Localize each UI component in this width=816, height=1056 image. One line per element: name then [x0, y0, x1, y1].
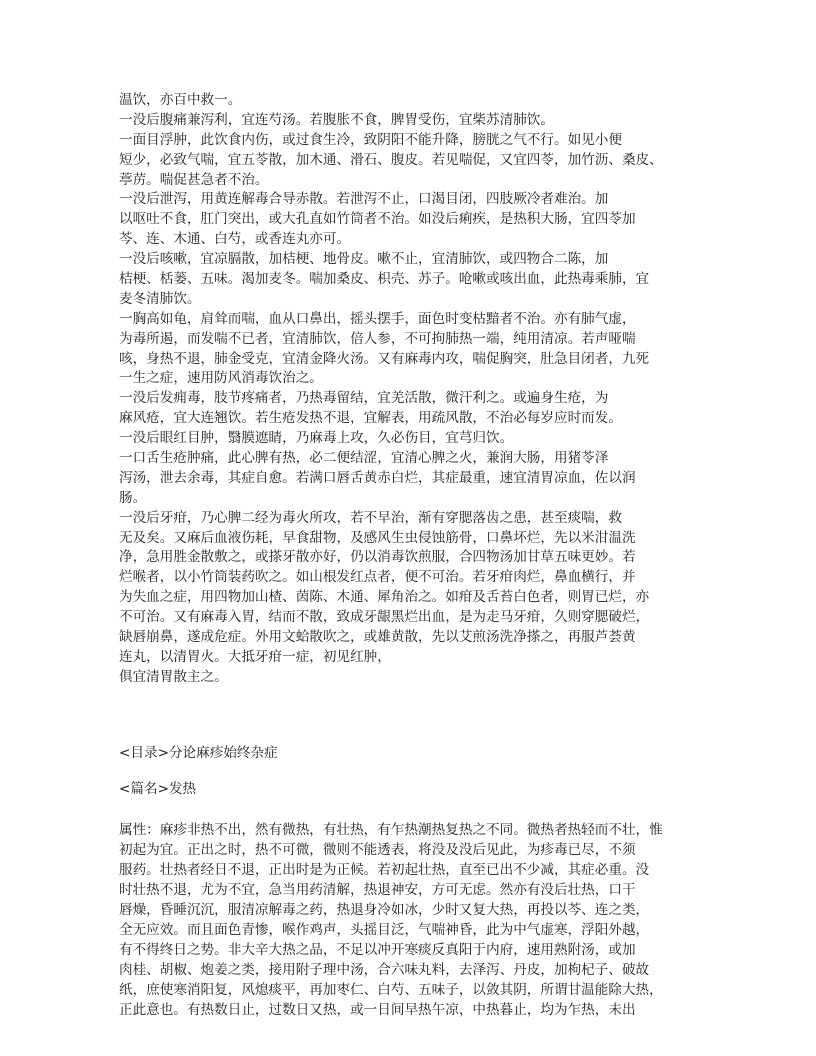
text-line: 一没后泄泻，用黄连解毒合导赤散。若泄泻不止，口渴目闭，四肢厥冷者难治。加 [119, 191, 609, 208]
text-line: 麦冬清肺饮。 [119, 290, 201, 307]
text-line: 初起为宜。正出之时，热不可微，微则不能透表，将没及没后见此，为疹毒已尽，不须 [119, 841, 636, 858]
catalog-heading: <目录>分论麻疹始终杂症 [119, 744, 278, 761]
text-line: 全无应效。而且面色青惨，喉作鸡声，头摇目泛，气喘神昏，此为中气虚寒，浮阳外越， [119, 921, 650, 938]
text-line: 纸，庶使寒消阳复，风熄痰平，再加枣仁、白芍、五味子，以敛其阴，所谓甘温能除大热， [119, 981, 663, 998]
text-line: 一没后眼红目肿，翳膜遮睛，乃麻毒上攻，久必伤目，宜芎归饮。 [119, 430, 514, 447]
text-line: 净，急用胜金散敷之，或搽牙散亦好，仍以消毒饮煎服，合四物汤加甘草五味更妙。若 [119, 549, 636, 566]
text-line: 正此意也。有热数日止，过数日又热，或一日间早热午凉，中热暮止，均为乍热，未出 [119, 1001, 636, 1018]
text-line: 温饮，亦百中救一。 [119, 92, 242, 108]
text-line: 葶苈。喘促甚急者不治。 [119, 171, 269, 188]
text-line: 桔梗、栝蒌、五味。渴加麦冬。喘加桑皮、枳壳、苏子。呛嗽或咳出血，此热毒乘肺，宜 [119, 271, 650, 288]
text-line: 无及矣。又麻后血液伤耗，早食甜物，及感风生虫侵蚀筋骨，口鼻坏烂，先以米泔温洗 [119, 529, 636, 546]
text-line: 芩、连、木通、白芍，或香连丸亦可。 [119, 231, 351, 248]
text-line: 为毒所遏，而发喘不已者，宜清肺饮，倍人参，不可拘肺热一端，纯用清凉。若声哑喘 [119, 330, 636, 347]
text-line: 时壮热不退，尤为不宜，急当用药清解，热退神安，方可无虑。然亦有没后壮热，口干 [119, 881, 636, 898]
text-line: 有不得终日之势。非大辛大热之品，不足以冲开寒痰反真阳于内府，速用熟附汤，或加 [119, 941, 636, 958]
text-line: 短少，必致气喘，宜五苓散，加木通、滑石、腹皮。若见喘促，又宜四苓，加竹沥、桑皮、 [119, 151, 663, 168]
section-fever-text [119, 820, 687, 1020]
text-line: 缺唇崩鼻，遂成危症。外用文蛤散吹之，或雄黄散，先以艾煎汤洗净搽之，再服芦荟黄 [119, 629, 636, 646]
text-line: 一胸高如龟，肩耸而喘，血从口鼻出，摇头摆手，面色时变枯黯者不治。亦有肺气虚， [119, 310, 636, 327]
text-line: 一生之症，速用防风消毒饮治之。 [119, 370, 323, 387]
text-line: 麻风疮，宜大连翘饮。若生疮发热不退，宜解表，用疏风散，不治必每岁应时而发。 [119, 410, 622, 427]
text-line: 一没后腹痛兼泻利，宜连芍汤。若腹胀不食，脾胃受伤，宜柴苏清肺饮。 [119, 111, 554, 128]
text-line: 肠。 [119, 489, 147, 506]
text-line: 泻汤，泄去余毒，其症自愈。若满口唇舌黄赤白烂，其症最重，速宜清胃凉血，佐以润 [119, 469, 636, 486]
text-line: 一没后发痈毒，肢节疼痛者，乃热毒留结，宜羌活散，微汗利之。或遍身生疮，为 [119, 390, 609, 407]
text-line: 以呕吐不食，肛门突出，或大孔直如竹筒者不治。如没后痢疾，是热积大肠，宜四苓加 [119, 211, 636, 228]
text-line: 俱宜清胃散主之。 [119, 668, 228, 685]
text-line: 为失血之症，用四物加山楂、茵陈、木通、犀角治之。如疳及舌苔白色者，则胃已烂，亦 [119, 589, 650, 606]
text-line: 肉桂、胡椒、炮姜之类，接用附子理中汤，合六味丸料，去泽泻、丹皮，加枸杞子、破故 [119, 961, 650, 978]
text-line: 咳，身热不退，肺金受克，宜清金降火汤。又有麻毒内攻，喘促胸突，肚急目闭者，九死 [119, 350, 650, 367]
text-line: 一没后牙疳，乃心脾二经为毒火所攻，若不早治，渐有穿腮落齿之患，甚至痰喘，救 [119, 509, 622, 526]
text-line: 属性：麻疹非热不出，然有微热，有壮热，有乍热潮热复热之不同。微热者热轻而不壮，惟 [119, 821, 663, 838]
chapter-title: <篇名>发热 [119, 780, 197, 797]
text-line: 烂喉者，以小竹筒装药吹之。如山根发红点者，便不可治。若牙疳肉烂，鼻血横行，并 [119, 569, 636, 586]
text-line: 唇燥，昏睡沉沉，服清凉解毒之药，热退身冷如冰，少时又复大热，再投以芩、连之类， [119, 901, 650, 918]
section-complications-text [119, 91, 687, 688]
text-line: 一面目浮肿，此饮食内伤，或过食生冷，致阴阳不能升降，膀胱之气不行。如见小便 [119, 131, 622, 148]
text-line: 连丸，以清胃火。大抵牙疳一症，初见红肿， [119, 648, 391, 665]
text-line: 不可治。又有麻毒入胃，结而不散，致成牙龈黑烂出血，是为走马牙疳，久则穿腮破烂， [119, 609, 650, 626]
text-line: 一口舌生疮肿痛，此心脾有热，必二便结涩，宜清心脾之火，兼润大肠，用猪苓泽 [119, 450, 609, 467]
text-line: 服药。壮热者经日不退，正出时是为正候。若初起壮热，直至已出不少减，其症必重。没 [119, 861, 650, 878]
document-page [119, 91, 687, 1020]
text-line: 一没后咳嗽，宜凉膈散，加桔梗、地骨皮。嗽不止，宜清肺饮，或四物合二陈，加 [119, 251, 609, 268]
